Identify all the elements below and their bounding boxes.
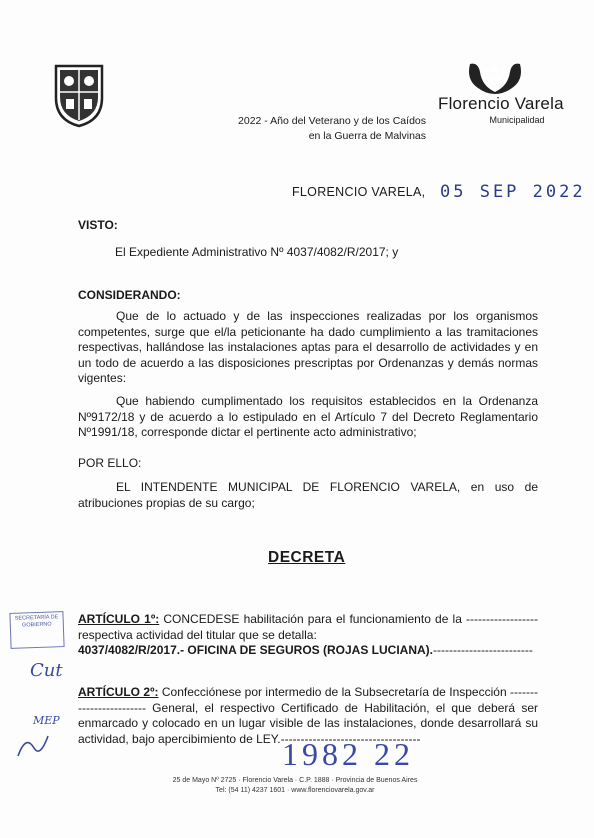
- por-ello-heading: POR ELLO:: [78, 456, 142, 470]
- articulo-2-label: ARTÍCULO 2º:: [78, 685, 159, 699]
- municipal-crest-icon: [52, 62, 106, 128]
- articulo-1-tail: -------------------------: [432, 643, 533, 657]
- brand-block: [438, 62, 568, 125]
- initials-mark-1: Cut: [30, 660, 63, 681]
- date-stamp: 05 SEP 2022: [440, 182, 586, 202]
- visto-heading: VISTO:: [78, 218, 118, 232]
- visto-text: El Expediente Administrativo Nº 4037/4082/R/2017; y: [115, 245, 399, 259]
- initials-mark-2: MEP: [33, 714, 60, 727]
- signature-icon: [14, 730, 54, 760]
- decree-number-stamp: 1982 22: [282, 736, 414, 772]
- footer: [120, 776, 470, 796]
- articulo-2-text: Confecciónese por intermedio de la Subsecretaría de Inspección ------------------------ General, el respectivo Certificado de Habilitación, el que deberá ser enmarcado y colocado en un lugar visible de las instalaciones, donde desarrollará su actividad, bajo apercibimiento de LEY.-----------------------------------: [78, 685, 539, 746]
- year-motto: [200, 114, 426, 144]
- brand-subtitle: Municipalidad: [489, 115, 545, 125]
- brand-name: Florencio Varela: [438, 94, 564, 113]
- footer-contact: Tel: (54 11) 4237 1601 · www.florenciovarela.gov.ar: [215, 787, 375, 794]
- decreta-heading: DECRETA: [268, 549, 346, 566]
- considerando-heading: CONSIDERANDO:: [78, 288, 181, 302]
- por-ello-text: EL INTENDENTE MUNICIPAL DE FLORENCIO VARELA, en uso de atribuciones propias de su cargo;: [78, 480, 538, 510]
- articulo-1-text: CONCEDESE habilitación para el funcionamiento de la ------------------ respectiva actividad del titular que se detalla:: [78, 612, 538, 642]
- side-stamp-text: SECRETARÍA DE GOBIERNO: [14, 614, 59, 629]
- year-motto-line1: 2022 - Año del Veterano y de los Caídos: [238, 115, 426, 127]
- articulo-1-bold-text: 4037/4082/R/2017.- OFICINA DE SEGUROS (ROJAS LUCIANA).: [78, 643, 433, 657]
- side-stamp: [9, 611, 64, 649]
- articulo-1-label: ARTÍCULO 1º:: [78, 612, 160, 626]
- florencio-varela-logo-icon: [460, 62, 530, 94]
- considerando-paragraph-1: Que de lo actuado y de las inspecciones realizadas por los organismos competentes, surge que el/la peticionante ha dado cumplimiento a las tramitaciones respectivas, hallándose las instalaciones aptas para el desarrollo de actividades y en un todo de acuerdo a las disposiciones prescriptas por Ordenanzas y demás normas vigentes:: [78, 309, 538, 385]
- articulo-1: [78, 612, 538, 659]
- considerando-paragraph-2: Que habiendo cumplimentado los requisitos establecidos en la Ordenanza Nº9172/18 y de acuerdo a lo estipulado en el Artículo 7 del Decreto Reglamentario Nº1991/18, corresponde dictar el pertinente acto administrativo;: [78, 394, 538, 439]
- place-label: FLORENCIO VARELA,: [292, 185, 426, 199]
- footer-address: 25 de Mayo Nº 2725 · Florencio Varela · C.P. 1888 · Provincia de Buenos Aires: [172, 777, 418, 784]
- year-motto-line2: en la Guerra de Malvinas: [308, 130, 426, 142]
